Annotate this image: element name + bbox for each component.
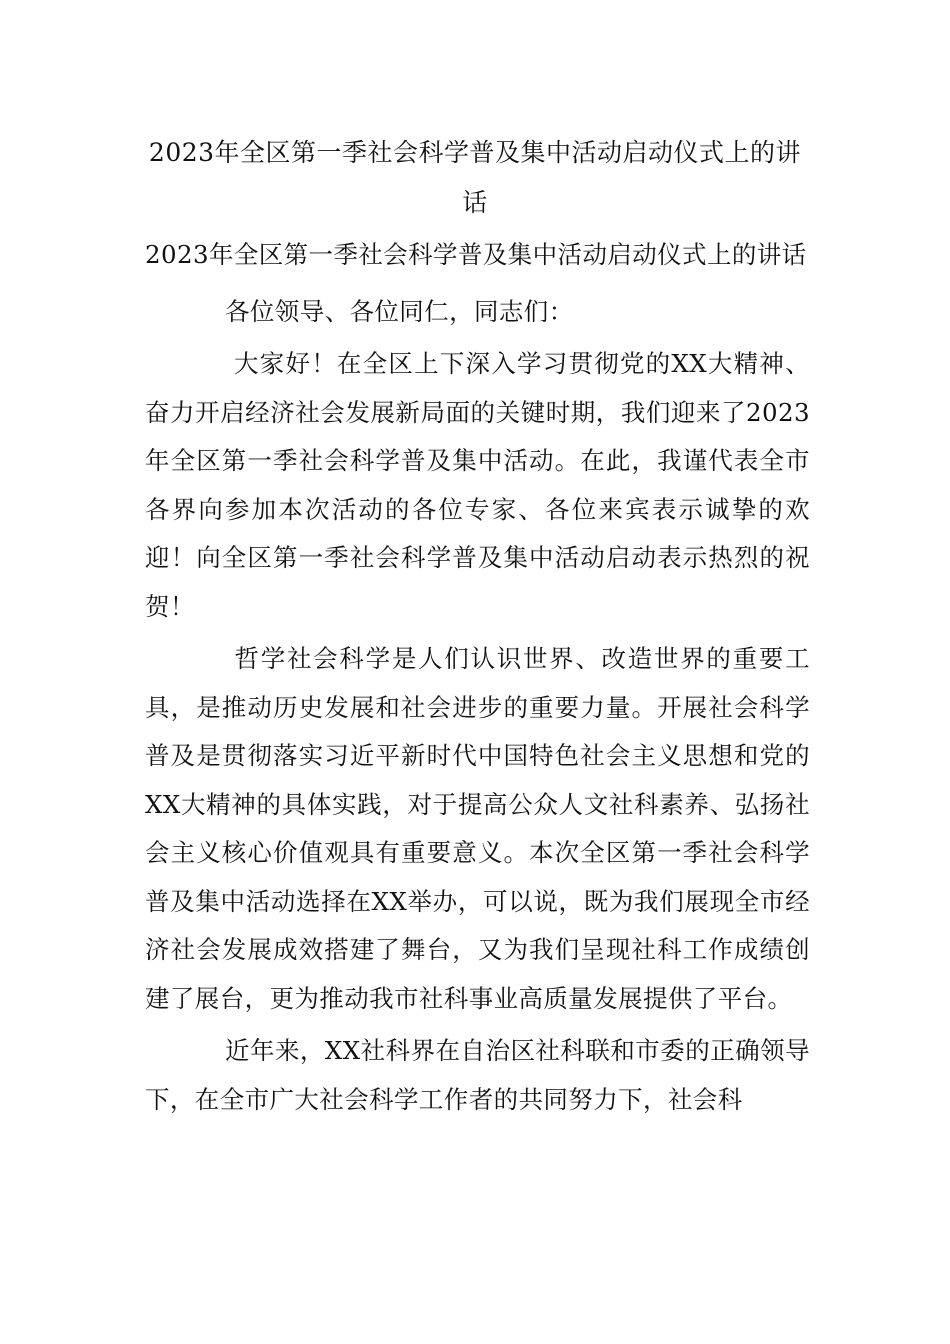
body-paragraph-1: 大家好！在全区上下深入学习贯彻党的XX大精神、奋力开启经济社会发展新局面的关键时期，我们迎来了2023年全区第一季社会科学普及集中活动。在此，我谨代表全市各界向参加本次活动的各位专家、各位来宾表示诚挚的欢迎！向全区第一季社会科学普及集中活动启动表示热烈的祝贺！ (145, 349, 810, 621)
body-paragraph-2: 哲学社会科学是人们认识世界、改造世界的重要工具，是推动历史发展和社会进步的重要力量。开展社会科学普及是贯彻落实习近平新时代中国特色社会主义思想和党的XX大精神的具体实践，对于提高公众人文社科素养、弘扬社会主义核心价值观具有重要意义。本次全区第一季社会科学普及集中活动选择在XX举办，可以说，既为我们展现全市经济社会发展成效搭建了舞台，又为我们呈现社科工作成绩创建了展台，更为推动我市社科事业高质量发展提供了平台。 (145, 644, 810, 1013)
greeting-paragraph: 各位领导、各位同仁，同志们： (225, 296, 574, 326)
document-title: 2023年全区第一季社会科学普及集中活动启动仪式上的讲话 (148, 138, 802, 217)
repeated-title-paragraph: 2023年全区第一季社会科学普及集中活动启动仪式上的讲话 (145, 240, 807, 269)
document-body (145, 231, 810, 1124)
body-paragraph-3: 近年来，XX社科界在自治区社科联和市委的正确领导下，在全市广大社会科学工作者的共同努力下，社会科 (145, 1036, 810, 1114)
